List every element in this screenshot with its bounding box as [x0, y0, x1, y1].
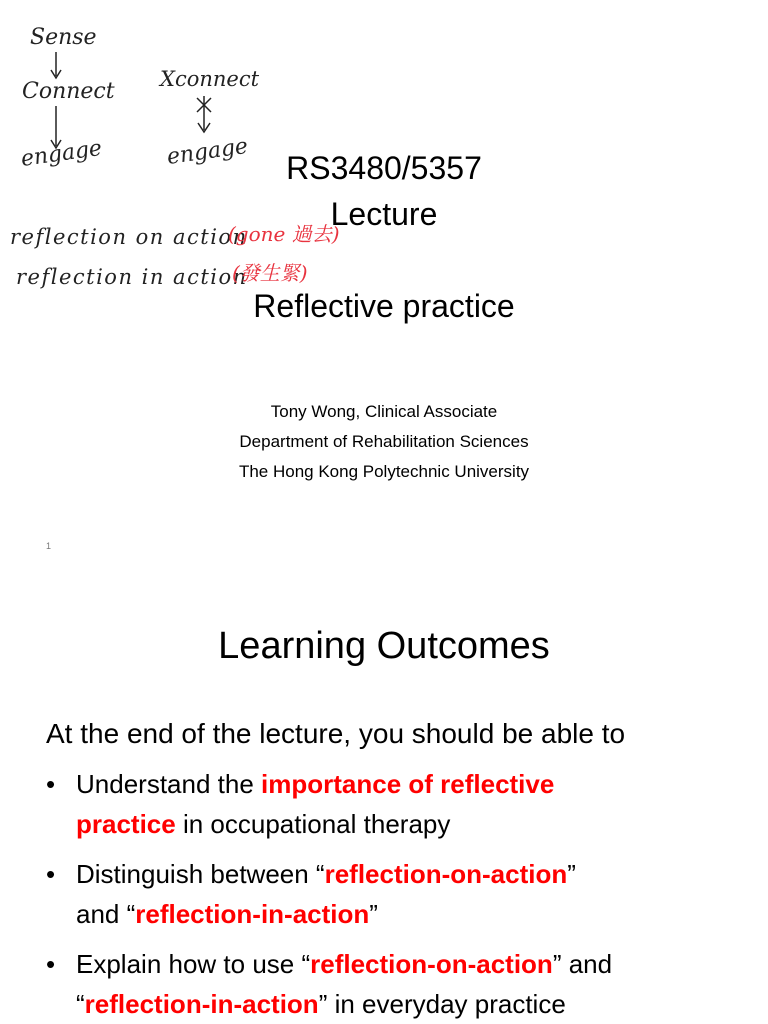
intro-text: At the end of the lecture, you should be able to — [46, 718, 626, 749]
bullet-text: “ — [76, 989, 85, 1019]
university: The Hong Kong Polytechnic University — [238, 462, 530, 481]
bullet-dot: • — [46, 769, 56, 799]
outcome-bullet-1 — [46, 764, 746, 844]
bullet-text: in occupational therapy — [175, 809, 451, 839]
bullet-text: ” in everyday practice — [318, 989, 566, 1019]
bullet-text: ” — [369, 899, 378, 929]
bullet-dot: • — [46, 949, 56, 979]
highlight-text: reflection-on-action — [324, 859, 568, 889]
highlight-text: reflection-in-action — [84, 989, 319, 1019]
slide-number: 1 — [46, 541, 52, 551]
course-code: RS3480/5357 — [286, 150, 482, 186]
bullet-text: ” and — [552, 949, 613, 979]
presenter: Tony Wong, Clinical Associate — [270, 402, 498, 421]
lecture-label: Lecture — [330, 196, 438, 232]
bullet-text: Understand the — [76, 769, 262, 799]
bullet-text: Distinguish between “ — [76, 859, 325, 889]
handwritten-connect: Connect — [22, 79, 115, 104]
handwritten-xconnect: Xconnect — [160, 67, 260, 91]
handwritten-engage-right: engage — [165, 133, 250, 170]
outcome-bullet-2 — [46, 854, 746, 934]
bullet-text: ” — [567, 859, 576, 889]
outcome-bullet-3 — [46, 944, 746, 1024]
handwritten-reflection-in-action: reflection in action — [16, 265, 248, 289]
handwritten-happening-note: (發生緊) — [232, 261, 308, 285]
bullet-text: Explain how to use “ — [76, 949, 311, 979]
handwritten-reflection-on-action: reflection on action — [10, 225, 248, 249]
department: Department of Rehabilitation Sciences — [239, 432, 529, 451]
highlight-text: importance of reflective — [261, 769, 555, 799]
bullet-text: and “ — [76, 899, 136, 929]
handwritten-engage-left: engage — [19, 135, 104, 172]
slide-title: Learning Outcomes — [218, 625, 550, 667]
bullet-dot: • — [46, 859, 56, 889]
highlight-text: reflection-in-action — [135, 899, 370, 929]
lecture-topic: Reflective practice — [253, 288, 515, 324]
handwritten-gone-note: (gone 過去) — [228, 222, 340, 246]
highlight-text: reflection-on-action — [310, 949, 553, 979]
handwritten-sense: Sense — [30, 25, 97, 50]
highlight-text: practice — [76, 809, 176, 839]
